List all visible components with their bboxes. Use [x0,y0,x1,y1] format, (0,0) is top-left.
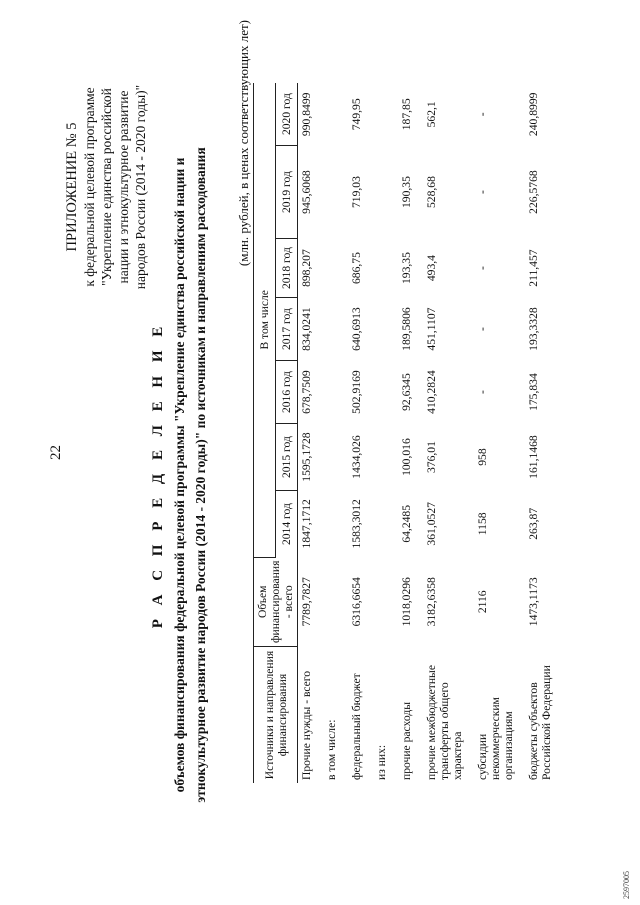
row-total: 2116 [476,590,489,614]
year-value-cell: - [476,390,489,394]
year-value-cell: 719,03 [350,176,363,209]
year-value-cell: 562,1 [425,101,438,128]
year-value-cell: 640,6913 [350,307,363,351]
year-value-cell: 161,1468 [527,435,540,479]
year-value-cell [315,83,340,146]
year-value-cell: 678,7509 [300,370,313,414]
row-total: 1473,1173 [527,577,540,627]
table-body [298,83,556,783]
year-value-cell: 1158 [476,512,489,536]
year-value-cell [315,298,340,361]
table-header [254,83,298,783]
year-value-cell: 1434,026 [350,435,363,479]
year-value-cell [365,239,390,298]
year-value-cell: 175,834 [527,373,540,411]
row-label: федеральный бюджет [350,673,363,780]
year-value-cell: 240,8999 [527,92,540,137]
year-value-cell: 528,68 [425,176,438,209]
year-value-cell [365,298,390,361]
header-total: Объем финансирования - всего [254,557,298,646]
year-value-cell: 193,35 [400,252,413,285]
row-label: субсидии некоммерческим организациям [476,697,515,780]
row-total: 1018,0296 [400,577,413,627]
row-total [365,557,390,646]
header-source: Источники и направления финансирования [254,647,298,784]
table-row [315,83,340,783]
appendix-line: "Укрепление единства российской [99,88,114,286]
year-value-cell: 1595,1728 [300,432,313,482]
year-value-cell [315,239,340,298]
appendix-line: к федеральной целевой программе [82,87,97,287]
row-label: из них: [375,744,388,780]
year-value-cell: 1847,1712 [300,499,313,549]
header-year: 2018 год [276,239,298,298]
row-total: 7789,7827 [300,577,313,627]
header-year: 2020 год [276,83,298,146]
table-row [365,83,390,783]
appendix-line: народов России (2014 - 2020 годы)" [133,84,148,290]
year-value-cell [365,146,390,239]
header-year: 2016 год [276,361,298,424]
row-label: Прочие нужды - всего [300,670,313,780]
year-value-cell: 100,016 [400,438,413,476]
year-value-cell [315,361,340,424]
title-subtitle-line: этнокультурное развитие народов России (2014 - 2020 годы)" по источникам и направлениям расходования [193,147,208,803]
year-value-cell [365,491,390,558]
year-value-cell: 749,95 [350,98,363,131]
year-value-cell: 376,01 [425,441,438,474]
year-value-cell: 451,1107 [425,307,438,351]
document-title [150,85,209,865]
row-total: 3182,6358 [425,577,438,627]
year-value-cell: 834,0241 [300,307,313,351]
year-value-cell: - [476,190,489,194]
appendix-block [64,17,149,357]
table-row [390,83,415,783]
year-value-cell: 64,2485 [400,504,413,543]
header-year: 2015 год [276,424,298,491]
title-main: Р А С П Р Е Д Е Л Е Н И Е [150,321,166,629]
table-row [340,83,365,783]
year-value-cell: 990,8499 [300,92,313,137]
title-subtitle-line: объемов финансирования федеральной целевой программы "Укрепление единства российской нации и [172,157,187,793]
row-total [315,557,340,646]
year-value-cell: 263,87 [527,507,540,540]
year-value-cell: 187,85 [400,98,413,131]
row-label: прочие межбюджетные трансферты общего характера [425,665,464,780]
year-value-cell [315,146,340,239]
table-row [517,83,555,783]
year-value-cell [315,491,340,558]
year-value-cell [365,424,390,491]
row-label: прочие расходы [400,701,413,780]
header-year: 2014 год [276,491,298,558]
year-value-cell: 1583,3012 [350,499,363,549]
year-value-cell: 211,457 [527,249,540,287]
year-value-cell: 410,2824 [425,370,438,414]
year-value-cell: 502,9169 [350,370,363,414]
year-value-cell: 226,5768 [527,170,540,214]
row-total: 6316,6654 [350,577,363,627]
appendix-line: нации и этнокультурное развитие [116,90,131,284]
year-value-cell [365,83,390,146]
year-value-cell: 193,3328 [527,307,540,351]
header-year: 2017 год [276,298,298,361]
units-note: (млн. рублей, в ценах соответствующих лет) [236,20,251,267]
year-value-cell: 898,207 [300,249,313,287]
year-value-cell: 958 [476,448,489,466]
year-value-cell: 189,5806 [400,307,413,351]
financing-table [253,83,555,783]
page-number: 22 [48,445,64,460]
row-label: в том числе: [325,719,338,780]
appendix-heading: ПРИЛОЖЕНИЕ № 5 [64,122,80,252]
table-row [298,83,316,783]
year-value-cell: 493,4 [425,255,438,282]
row-label: бюджеты субъектов Российской Федерации [527,665,553,780]
year-value-cell [315,424,340,491]
year-value-cell: 361,0527 [425,502,438,546]
table-row [415,83,466,783]
year-value-cell: 190,35 [400,176,413,209]
footer-code: 2597005 [622,871,631,899]
year-value-cell: 686,75 [350,252,363,285]
year-value-cell: 92,6345 [400,373,413,411]
header-including: В том числе [254,83,276,557]
year-value-cell: - [476,327,489,331]
year-value-cell [365,361,390,424]
year-value-cell: - [476,112,489,117]
year-value-cell: - [476,266,489,270]
year-value-cell: 945,6068 [300,170,313,214]
table-row [466,83,517,783]
header-year: 2019 год [276,146,298,239]
